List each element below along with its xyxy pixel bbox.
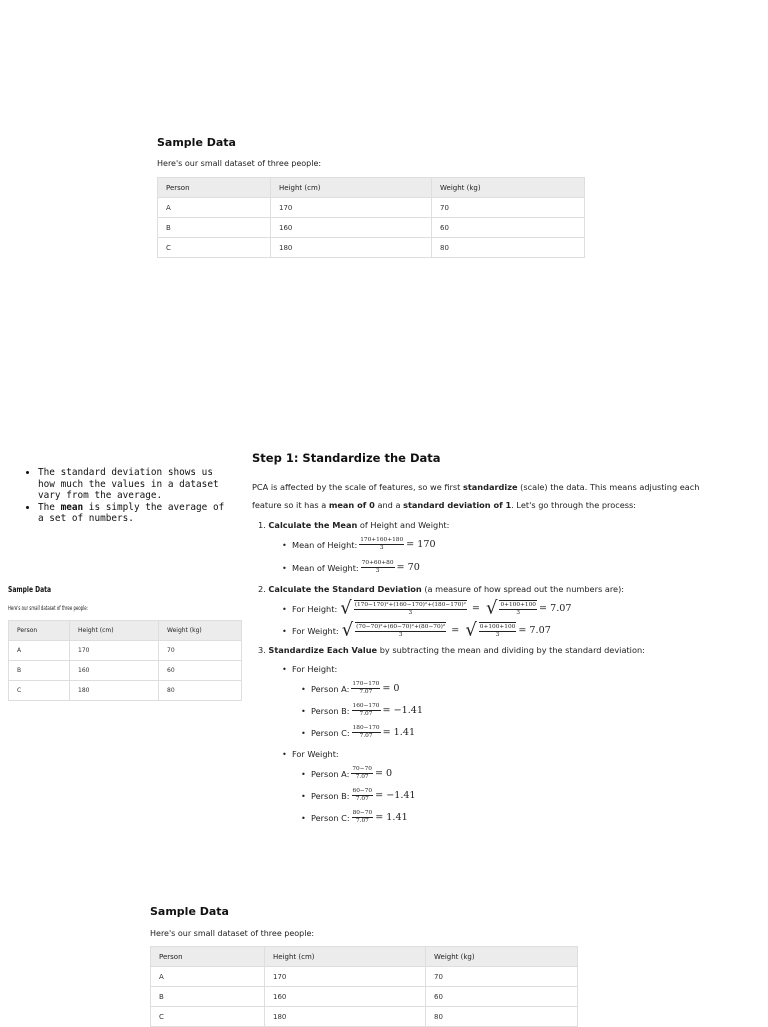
table-cell: 80 [432, 238, 585, 258]
step-heading: Calculate the Mean of Height and Weight: [268, 520, 450, 530]
table-row [158, 218, 585, 238]
table-row [9, 661, 242, 681]
table-cell: 180 [70, 681, 159, 701]
std-weight-item: • For Weight: √ $\frac{\text{(70−70)²+(60−70)²+(80−70)²}}{3}$ = √ $\frac{0+100+100}{3}$ = 7.07 [292, 622, 722, 639]
table-cell: A [151, 967, 265, 987]
item-label: • Person A: [311, 768, 350, 779]
result: = 70 [396, 562, 420, 573]
table-cell: 60 [432, 218, 585, 238]
std-height-item: • For Height: √ $\frac{\text{(170−170)²+(160−170)²+(180−170)²}}{3}$ = √ $\frac{0+100+100}{3}$ = 7.07 [292, 600, 722, 617]
column-header-weight: Weight (kg) [432, 178, 585, 198]
data-table [8, 620, 242, 701]
step-number: 2. [258, 584, 266, 594]
item-label: • Mean of Height: [292, 539, 358, 550]
step-heading: Calculate the Standard Deviation (a measure of how spread out the numbers are): [268, 584, 625, 594]
fraction: $\frac{170+160+180}{3}$ [360, 537, 404, 551]
table-row [158, 238, 585, 258]
table-cell: 60 [426, 987, 578, 1007]
item-label: • Person B: [311, 705, 350, 716]
column-header-weight: Weight (kg) [426, 947, 578, 967]
step-number: 3. [258, 645, 266, 655]
item-label: • For Height: [292, 603, 338, 614]
result: = 1.41 [382, 727, 416, 738]
item-label: • Person B: [311, 790, 350, 801]
column-header-weight: Weight (kg) [159, 621, 242, 641]
fraction: $\frac{180-170}{7.07}$ [352, 725, 380, 739]
table-cell: 70 [159, 641, 242, 661]
result: = −1.41 [375, 790, 416, 801]
step1-section [252, 451, 722, 825]
table-cell: 60 [159, 661, 242, 681]
item-label: • Person C: [311, 812, 350, 823]
section-intro: Here's our small dataset of three people: [8, 605, 89, 612]
square-root: √ $\frac{0+100+100}{3}$ [485, 597, 536, 619]
result: = −1.41 [382, 705, 423, 716]
step1-title: Step 1: Standardize the Data [252, 451, 441, 465]
column-header-height: Height (cm) [265, 947, 426, 967]
standardize-step [258, 645, 722, 655]
table-cell: 160 [265, 987, 426, 1007]
table-cell: 70 [432, 198, 585, 218]
section-title: Sample Data [157, 136, 236, 149]
column-header-person: Person [158, 178, 271, 198]
standardized-value-item [311, 810, 722, 825]
column-header-person: Person [151, 947, 265, 967]
table-cell: 170 [70, 641, 159, 661]
standardized-value-item [311, 703, 722, 718]
standardized-value-item [311, 788, 722, 803]
mean-height-item [292, 537, 722, 552]
column-header-person: Person [9, 621, 70, 641]
table-cell: C [9, 681, 70, 701]
result: = 7.07 [539, 603, 572, 614]
table-cell: 160 [70, 661, 159, 681]
square-root: √ $\frac{0+100+100}{3}$ [465, 619, 516, 641]
table-cell: A [158, 198, 271, 218]
table-cell: C [158, 238, 271, 258]
standardized-value-item [311, 725, 722, 740]
step1-paragraph: PCA is affected by the scale of features, so we first standardize (scale) the data. This means adjusting each feature so it has a mean of 0 and a standard deviation of 1. Let's go through the process: [252, 482, 700, 510]
table-row [9, 641, 242, 661]
standardize-height-label: • For Height: [292, 664, 722, 674]
table-cell: 180 [271, 238, 432, 258]
fraction: $\frac{70-70}{7.07}$ [352, 766, 372, 780]
table-cell: 80 [426, 1007, 578, 1027]
note-item-mean [38, 502, 226, 525]
table-row [158, 198, 585, 218]
table-cell: 70 [426, 967, 578, 987]
table-cell: 170 [271, 198, 432, 218]
section-intro: Here's our small dataset of three people: [150, 929, 315, 938]
table-cell: B [158, 218, 271, 238]
fraction: $\frac{70+60+80}{3}$ [361, 560, 394, 574]
fraction: $\frac{170-170}{7.07}$ [352, 681, 380, 695]
note-text: The mean is simply the average of a set of numbers. [38, 501, 225, 524]
square-root: √ $\frac{\text{(70−70)²+(60−70)²+(80−70)²}}{3}$ [341, 619, 446, 641]
data-table [150, 946, 578, 1027]
table-cell: B [151, 987, 265, 1007]
standardized-value-item [311, 681, 722, 696]
fraction: $\frac{60-70}{7.07}$ [352, 788, 373, 802]
step-heading: Standardize Each Value by subtracting the mean and dividing by the standard deviation: [268, 645, 645, 655]
note-item-std: • The standard deviation shows us how much the values in a dataset vary from the average. [38, 467, 226, 502]
square-root: √ $\frac{\text{(170−170)²+(160−170)²+(180−170)²}}{3}$ [340, 597, 466, 619]
item-label: • Person C: [311, 727, 350, 738]
table-row [151, 967, 578, 987]
standardized-value-item [311, 766, 722, 781]
item-label: • For Weight: [292, 625, 339, 636]
standardize-weight-list [252, 766, 722, 825]
fraction: $\frac{160-170}{7.07}$ [352, 703, 380, 717]
section-title: Sample Data [150, 905, 229, 918]
table-cell: B [9, 661, 70, 681]
result: = 170 [406, 539, 436, 550]
item-label: • Person A: [311, 683, 350, 694]
mean-weight-item [292, 560, 722, 575]
column-header-height: Height (cm) [271, 178, 432, 198]
table-cell: 180 [265, 1007, 426, 1027]
notes-list [16, 467, 226, 525]
sample-data-section-top [157, 136, 587, 258]
result: = 7.07 [518, 625, 551, 636]
step-number: 1. [258, 520, 266, 530]
table-cell: 80 [159, 681, 242, 701]
result: = 0 [382, 683, 400, 694]
standardize-weight-label: • For Weight: [292, 749, 722, 759]
sample-data-section-bottom [150, 905, 580, 1027]
table-cell: 170 [265, 967, 426, 987]
std-step [258, 584, 722, 594]
mean-step [258, 520, 722, 530]
table-cell: 160 [271, 218, 432, 238]
column-header-height: Height (cm) [70, 621, 159, 641]
section-title: Sample Data [8, 585, 52, 594]
table-row [9, 681, 242, 701]
table-cell: C [151, 1007, 265, 1027]
fraction: $\frac{80-70}{7.07}$ [352, 810, 373, 824]
sample-data-section-small [8, 585, 244, 701]
section-intro: Here's our small dataset of three people: [157, 159, 322, 168]
table-cell: A [9, 641, 70, 661]
standardize-height-list [252, 681, 722, 740]
result: = 0 [374, 768, 393, 779]
data-table [157, 177, 585, 258]
item-label: • Mean of Weight: [292, 562, 359, 573]
table-row [151, 987, 578, 1007]
result: = 1.41 [375, 812, 408, 823]
